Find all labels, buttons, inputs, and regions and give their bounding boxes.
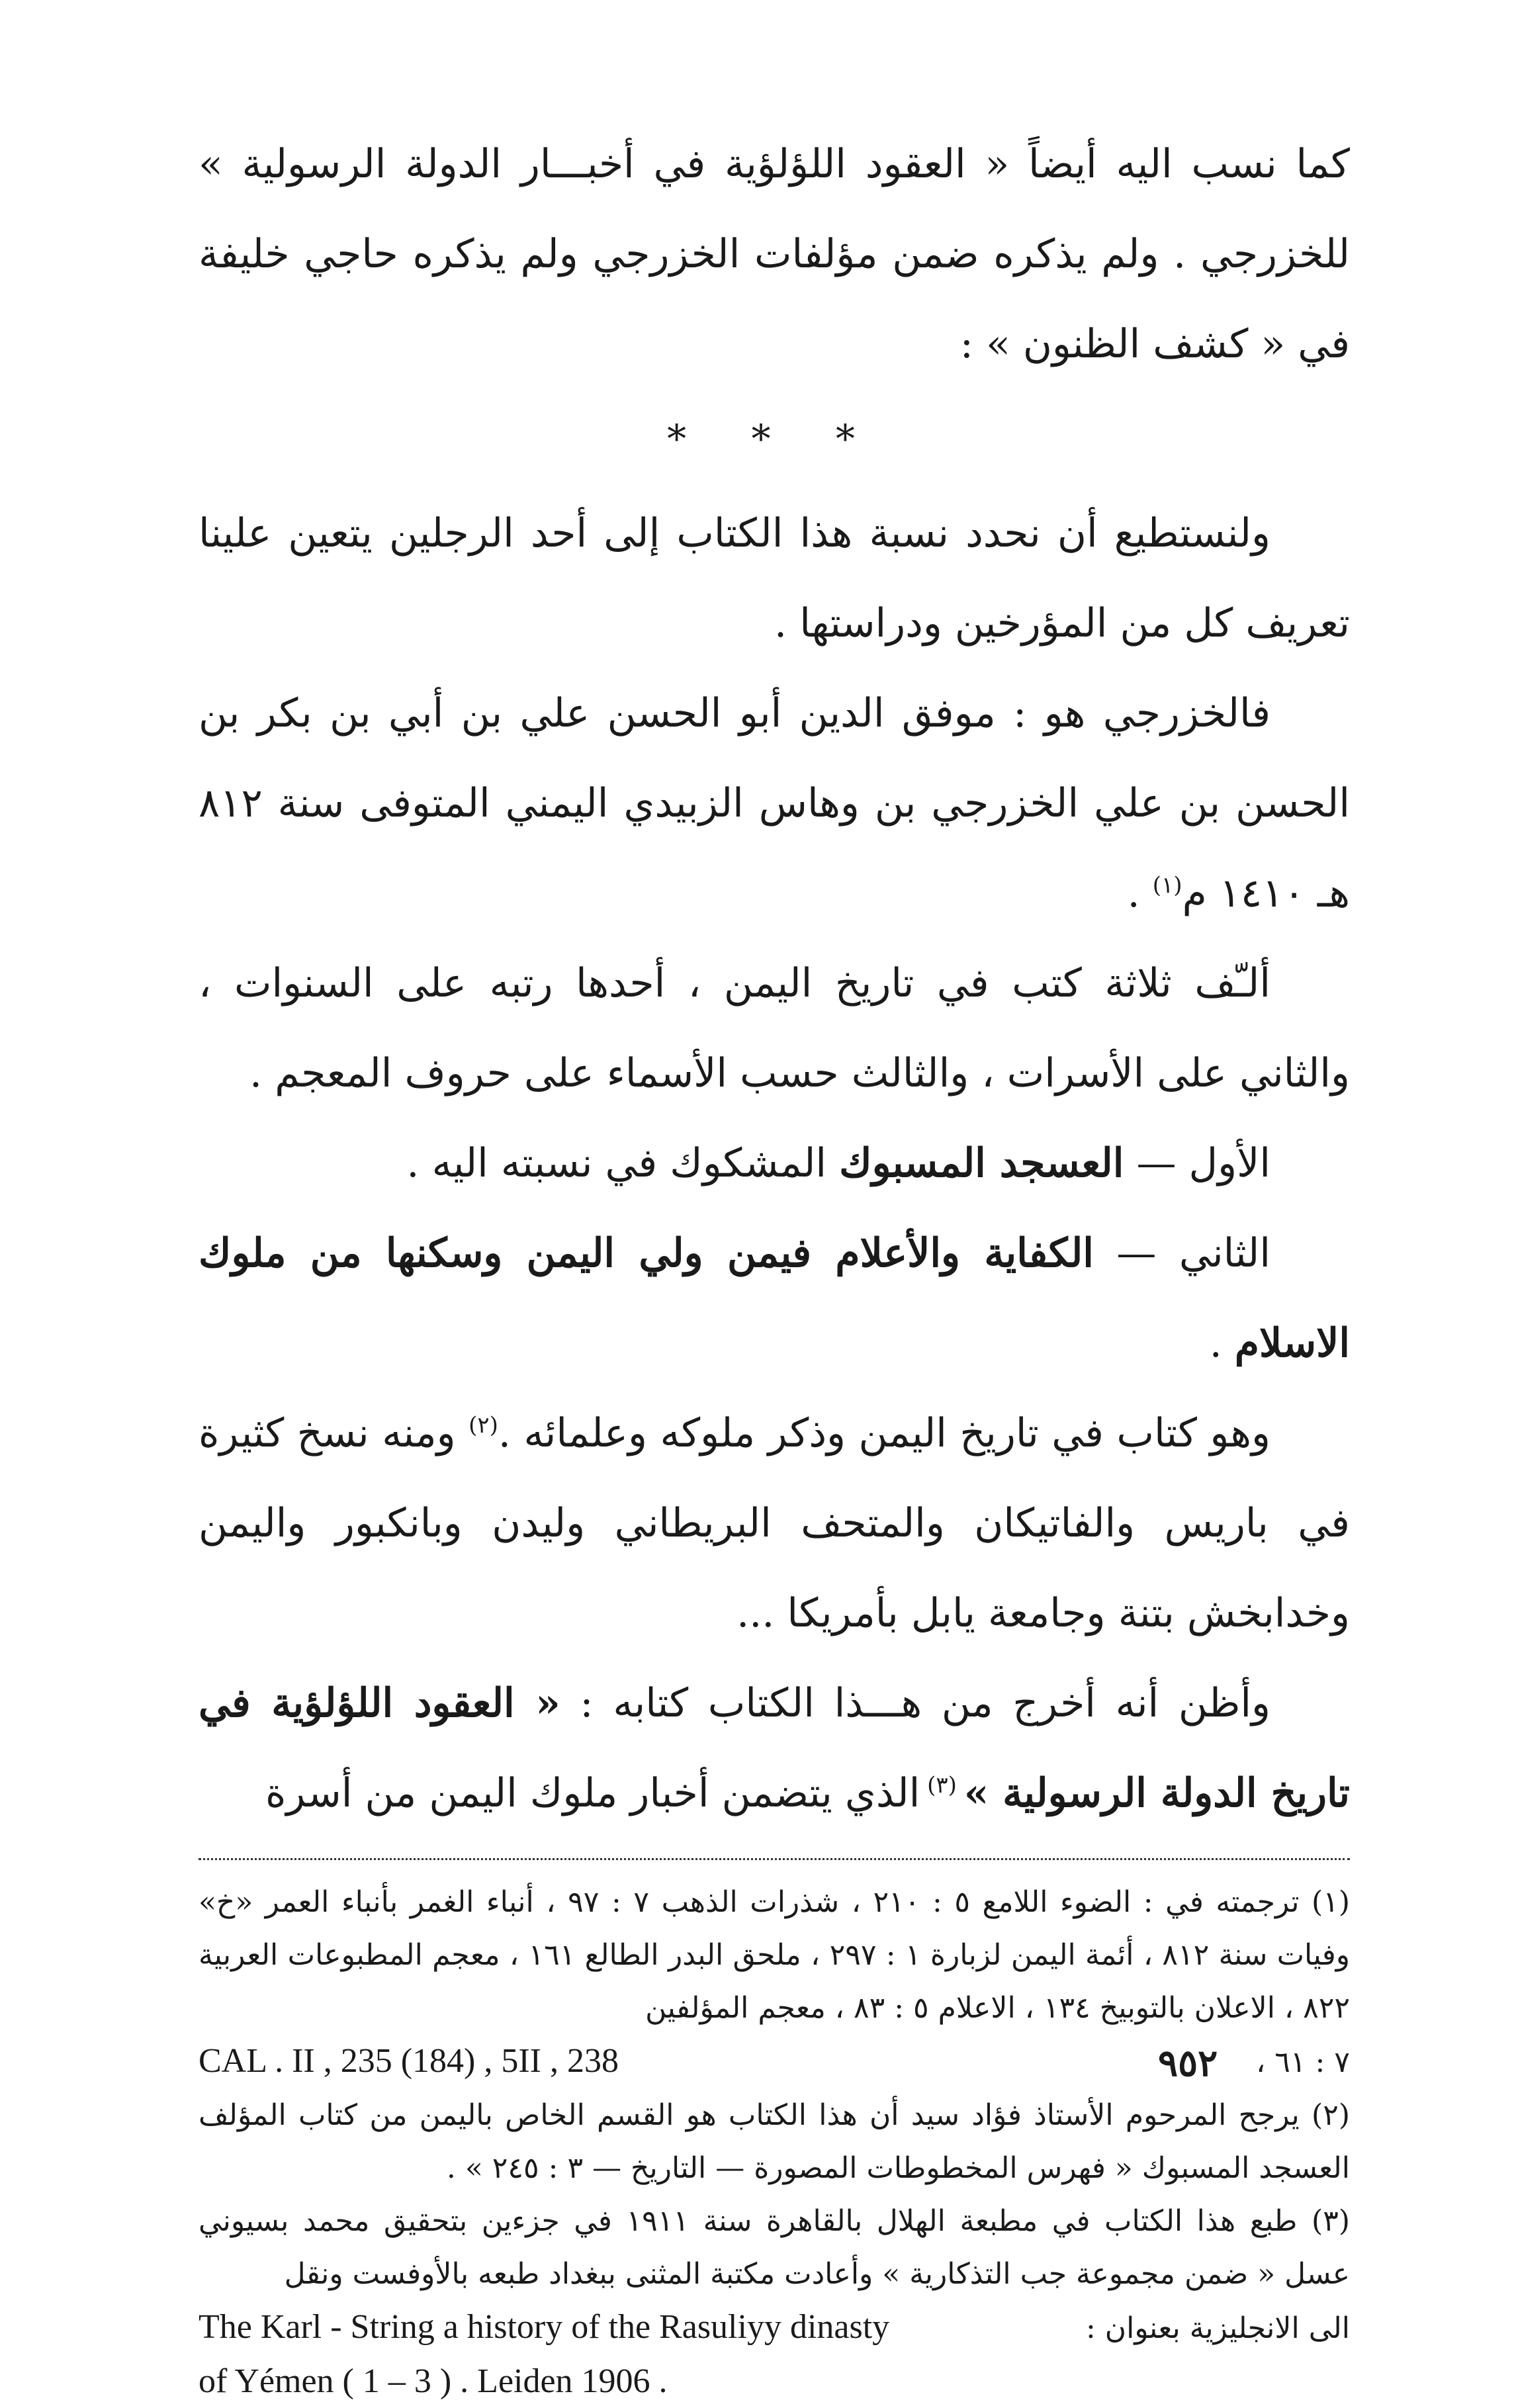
footnote-3-latin-line-2: of Yémen ( 1 – 3 ) . Leiden 1906 . [199, 2362, 668, 2400]
footnote-divider [199, 1858, 1350, 1860]
footnote-3: (٣) طبع هذا الكتاب في مطبعة الهلال بالقاهرة سنة ١٩١١ في جزءين بتحقيق محمد بسيوني عسل « ضمن مجموعة جب التذكارية » وأعادت مكتبة المثنى ببغداد طبعه بالأوفست ونقل [199, 2204, 1350, 2291]
footnote-ref-1: (١) [1152, 872, 1182, 899]
footnote-1: (١) ترجمته في : الضوء اللامع ٥ : ٢١٠ ، شذرات الذهب ٧ : ٩٧ ، أنباء الغمر بأنباء العمر «خ» وفيات سنة ٨١٢ ، أئمة اليمن لزبارة ١ : ٢٩٧ ، ملحق البدر الطالع ١٦١ ، معجم المطبوعات العربية ٨٢٢ ، الاعلان بالتوبيخ ١٣٤ ، الاعلام ٥ : ٨٣ ، معجم المؤلفين [199, 1885, 1351, 2025]
second-book-label: الثاني — [1093, 1230, 1270, 1276]
paragraph-7-text: وهو كتاب في تاريخ اليمن وذكر ملوكه وعلمائه . [498, 1410, 1270, 1456]
paragraph-1: كما نسب اليه أيضاً « العقود اللؤلؤية في أخبـــار الدولة الرسولية » للخزرجي . ولم يذكره ضمن مؤلفات الخزرجي ولم يذكره حاجي خليفة في « كشف الظنون » : [199, 141, 1350, 367]
paragraph-8 [199, 1658, 1350, 1838]
second-book-title: الكفاية والأعلام فيمن ولي اليمن وسكنها من ملوك الاسلام [199, 1230, 1350, 1366]
paragraph-5 [199, 1118, 1350, 1208]
paragraph-4: ألـّف ثلاثة كتب في تاريخ اليمن ، أحدها رتبه على السنوات ، والثاني على الأسرات ، والثالث حسب الأسماء على حروف المعجم . [199, 960, 1350, 1096]
third-book-title: « العقود اللؤلؤية في تاريخ الدولة الرسولية » [199, 1680, 1350, 1816]
paragraph-6 [199, 1208, 1350, 1388]
paragraph-7-rest: ومنه نسخ كثيرة في باريس والفاتيكان والمتحف البريطاني وليدن وبانكبور واليمن وخدابخش بتنة وجامعة يابل بأمريكا ... [199, 1410, 1350, 1636]
first-book-label: الأول — [1124, 1140, 1270, 1186]
footnote-1-tail: ٧ : ٦١ ، [1256, 2045, 1350, 2079]
paragraph-7 [199, 1388, 1350, 1658]
first-book-note: المشكوك في نسبته اليه . [406, 1140, 840, 1186]
footnote-3-latin-title: The Karl - String a history of the Rasuliyy dinasty [199, 2308, 890, 2346]
section-separator: * * * [667, 416, 881, 461]
footnote-ref-2: (٢) [468, 1412, 498, 1439]
second-book-end: . [1209, 1320, 1235, 1366]
paragraph-3-text: فالخزرجي هو : موفق الدين أبو الحسن علي بن أبي بن بكر بن الحسن بن علي الخزرجي بن وهاس الزبيدي اليمني المتوفى سنة ٨١٢ هـ ١٤١٠ م [199, 690, 1350, 916]
footnote-ref-3: (٣) [920, 1772, 964, 1799]
paragraph-3 [199, 668, 1350, 938]
page-number: ٩٥٢ [1158, 2041, 1218, 2085]
footnote-1-latin: CAL . II , 235 (184) , 5II , 238 [199, 2042, 619, 2080]
paragraph-3-end: . [1127, 870, 1153, 916]
footnote-2: (٢) يرجح المرحوم الأستاذ فؤاد سيد أن هذا الكتاب هو القسم الخاص باليمن من كتاب المؤلف العسجد المسبوك « فهرس المخطوطات المصورة — التاريخ — ٣ : ٢٤٥ » . [199, 2098, 1350, 2185]
footnote-3-translation-line [199, 2301, 1350, 2355]
first-book-title: العسجد المسبوك [839, 1140, 1124, 1186]
paragraph-8-text: وأظن أنه أخرج من هـــذا الكتاب كتابه : [560, 1680, 1271, 1726]
paragraph-8-rest: الذي يتضمن أخبار ملوك اليمن من أسرة [265, 1770, 920, 1816]
footnote-3-arabic-tail: الى الانجليزية بعنوان : [1085, 2311, 1350, 2345]
paragraph-2: ولنستطيع أن نحدد نسبة هذا الكتاب إلى أحد الرجلين يتعين علينا تعريف كل من المؤرخين ودراستها . [199, 510, 1350, 647]
